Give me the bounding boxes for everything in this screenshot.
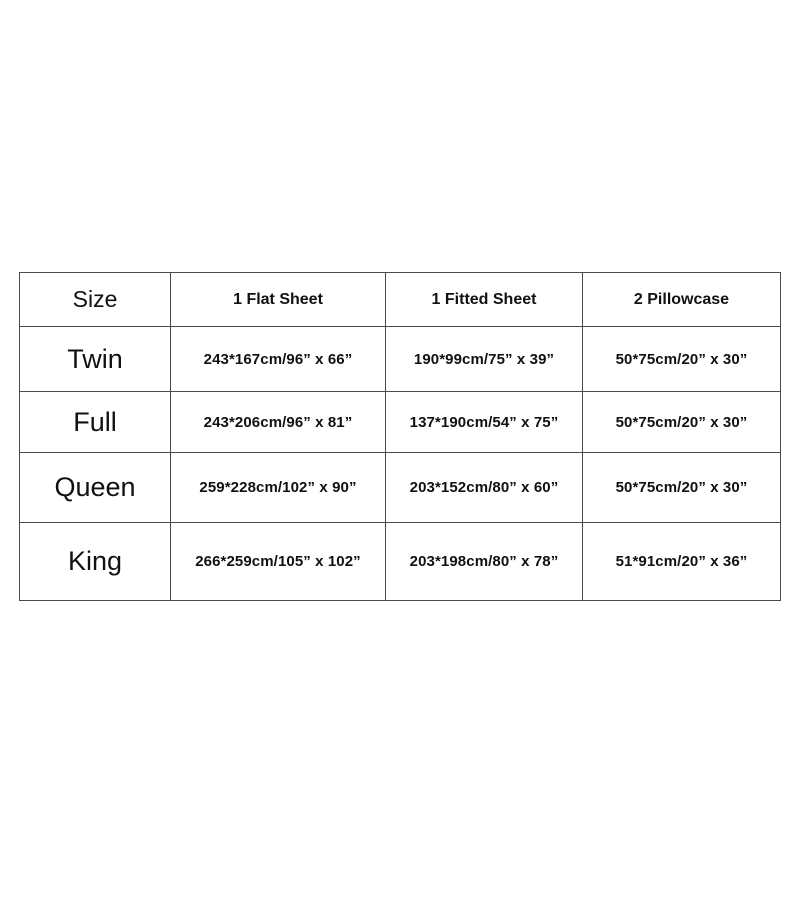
table-row bbox=[20, 392, 781, 453]
header-size: Size bbox=[20, 273, 171, 327]
size-chart-table bbox=[19, 272, 781, 601]
row-size-label: King bbox=[20, 523, 171, 601]
pillowcase-dimension: 50*75cm/20” x 30” bbox=[583, 453, 781, 523]
fitted-sheet-dimension: 203*198cm/80” x 78” bbox=[386, 523, 583, 601]
fitted-sheet-dimension: 203*152cm/80” x 60” bbox=[386, 453, 583, 523]
header-pillowcase: 2 Pillowcase bbox=[583, 273, 781, 327]
pillowcase-dimension: 51*91cm/20” x 36” bbox=[583, 523, 781, 601]
table-row bbox=[20, 453, 781, 523]
fitted-sheet-dimension: 190*99cm/75” x 39” bbox=[386, 327, 583, 392]
table-header-row bbox=[20, 273, 781, 327]
pillowcase-dimension: 50*75cm/20” x 30” bbox=[583, 392, 781, 453]
flat-sheet-dimension: 266*259cm/105” x 102” bbox=[171, 523, 386, 601]
row-size-label: Twin bbox=[20, 327, 171, 392]
table-row bbox=[20, 327, 781, 392]
pillowcase-dimension: 50*75cm/20” x 30” bbox=[583, 327, 781, 392]
row-size-label: Queen bbox=[20, 453, 171, 523]
table-row bbox=[20, 523, 781, 601]
header-fitted-sheet: 1 Fitted Sheet bbox=[386, 273, 583, 327]
fitted-sheet-dimension: 137*190cm/54” x 75” bbox=[386, 392, 583, 453]
flat-sheet-dimension: 243*206cm/96” x 81” bbox=[171, 392, 386, 453]
header-flat-sheet: 1 Flat Sheet bbox=[171, 273, 386, 327]
flat-sheet-dimension: 259*228cm/102” x 90” bbox=[171, 453, 386, 523]
row-size-label: Full bbox=[20, 392, 171, 453]
flat-sheet-dimension: 243*167cm/96” x 66” bbox=[171, 327, 386, 392]
